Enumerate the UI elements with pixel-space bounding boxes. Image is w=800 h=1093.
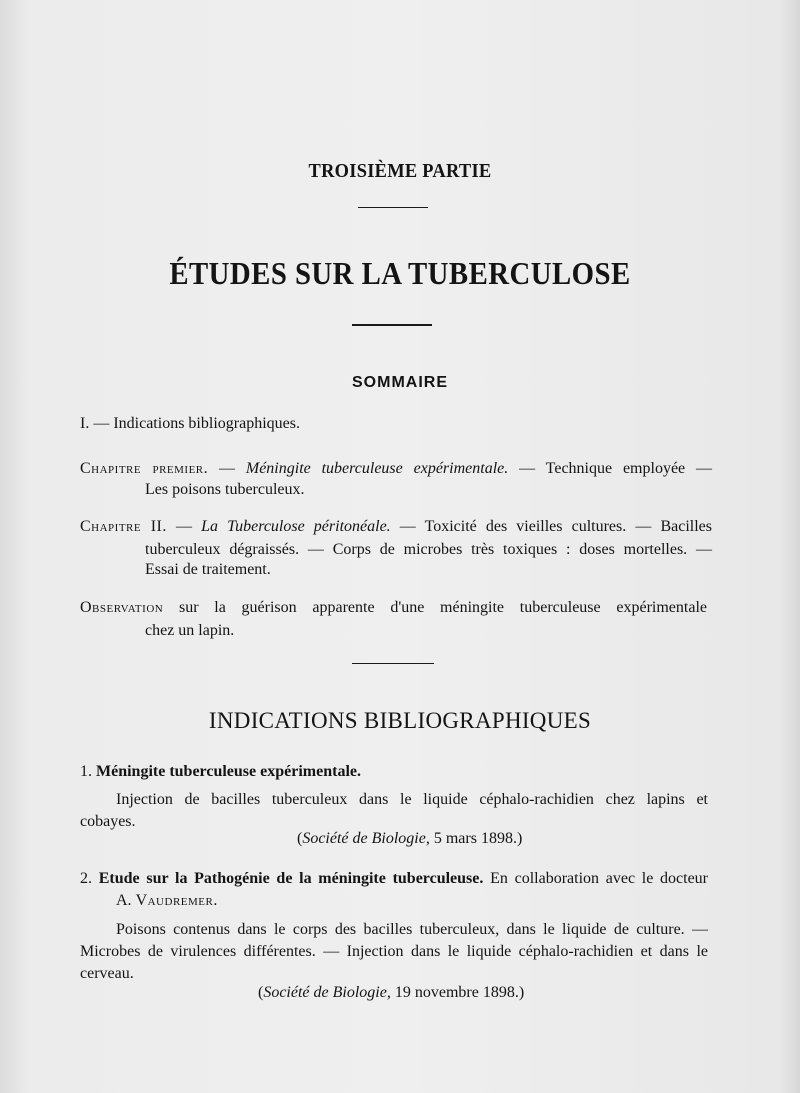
sommaire-chapter-2: Chapitre II. — La Tuberculose péritonéale. — Toxicité des vieilles cultures. — Bacilles <box>80 518 712 535</box>
divider-short <box>358 207 428 208</box>
chapter-label: Chapitre premier. <box>80 460 209 477</box>
chapter-title: La Tuberculose péritonéale. <box>201 518 391 535</box>
sommaire-item-1: I. — Indications bibliographiques. <box>80 415 300 432</box>
bibliography-entry-2-reference: (Société de Biologie, 19 novembre 1898.) <box>258 984 525 1001</box>
bibliography-entry-1-body: Injection de bacilles tuberculeux dans le liquide céphalo-rachidien chez lapins et <box>116 791 708 808</box>
divider-short <box>352 324 432 326</box>
bibliography-entry-2-body: Poisons contenus dans le corps des bacilles tuberculeux, dans le liquide de culture. — <box>116 921 708 938</box>
section-heading: INDICATIONS BIBLIOGRAPHIQUES <box>208 708 592 733</box>
sommaire-observation-line2: chez un lapin. <box>145 622 235 639</box>
bibliography-entry-2-body-line2: Microbes de virulences différentes. — Injection dans le liquide céphalo-rachidien et dans le <box>80 943 708 960</box>
sommaire-observation: Observation sur la guérison apparente d'une méningite tuberculeuse expérimentale <box>80 599 707 616</box>
bibliography-entry-2-title: 2. Etude sur la Pathogénie de la méningite tuberculeuse. En collaboration avec le docteur <box>80 870 708 887</box>
chapter-title: Méningite tuberculeuse expérimentale. <box>245 460 509 477</box>
bibliography-entry-1-title: 1. Méningite tuberculeuse expérimentale. <box>80 763 361 780</box>
sommaire-chapter-1: Chapitre premier. — Méningite tuberculeuse expérimentale. — Technique employée — <box>80 460 712 477</box>
part-title: TROISIÈME PARTIE <box>308 160 492 182</box>
bibliography-entry-2-author: A. Vaudremer. <box>116 892 218 909</box>
bibliography-entry-1-body-line2: cobayes. <box>80 813 136 830</box>
sommaire-heading: SOMMAIRE <box>352 374 448 391</box>
bibliography-entry-1-reference: (Société de Biologie, 5 mars 1898.) <box>297 830 523 847</box>
main-title: ÉTUDES SUR LA TUBERCULOSE <box>169 255 631 291</box>
chapter-label: Chapitre II. <box>80 518 167 535</box>
bibliography-entry-2-body-line3: cerveau. <box>80 965 134 982</box>
divider-short <box>352 663 434 664</box>
sommaire-chapter-1-line2: Les poisons tuberculeux. <box>145 481 305 498</box>
sommaire-chapter-2-line2: tuberculeux dégraissés. — Corps de microbes très toxiques : doses mortelles. — <box>145 541 712 558</box>
observation-label: Observation <box>80 599 164 616</box>
sommaire-chapter-2-line3: Essai de traitement. <box>145 561 271 578</box>
